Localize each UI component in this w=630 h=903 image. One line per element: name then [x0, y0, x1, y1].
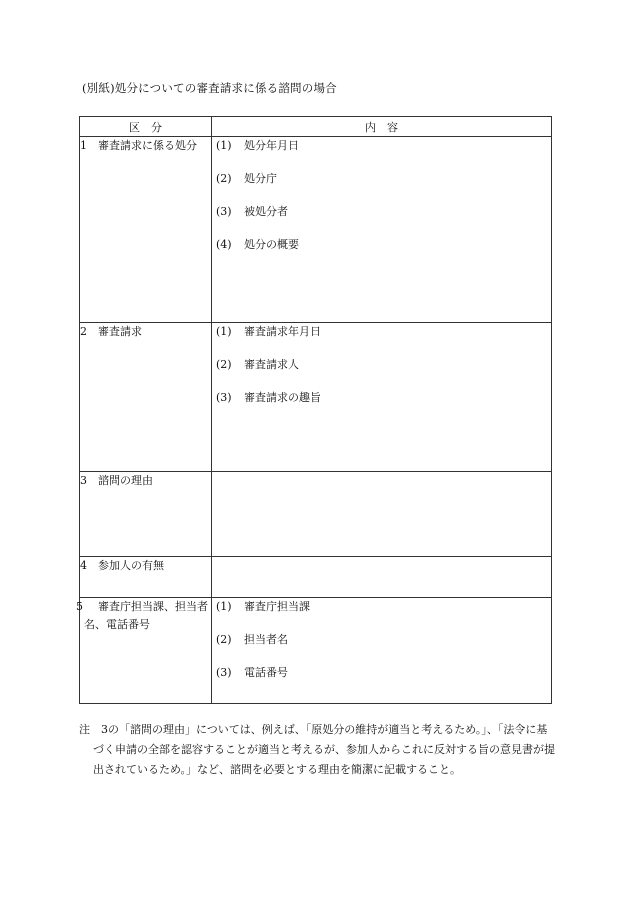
document-title: (別紙)処分についての審査請求に係る諮問の場合 [82, 81, 337, 95]
table-row [80, 137, 552, 323]
list-item [212, 631, 551, 647]
footnote-text: 注 3の「諮問の理由」については、例えば、「原処分の維持が適当と考えるため。」、「法令に基づく申請の全部を認容することが適当と考えるが、参加人からこれに反対する旨の意見書が提出されているため。」など、諮問を必要とする理由を簡潔に記載すること。 [79, 723, 555, 776]
item-text: 審査請求の趣旨 [244, 391, 321, 404]
item-text: 審査請求人 [244, 358, 299, 371]
list-item [212, 323, 551, 339]
item-marker: (4) [216, 238, 232, 251]
row-label-cell [80, 557, 212, 598]
row-content-cell [212, 323, 552, 472]
row-content-cell [212, 557, 552, 598]
row-label-cell [80, 137, 212, 323]
item-marker: (3) [216, 666, 232, 679]
row-label-cell [80, 472, 212, 557]
row-number: 3 [80, 474, 87, 487]
list-item [212, 203, 551, 219]
row-label: 諮問の理由 [98, 474, 153, 487]
item-text: 審査請求年月日 [244, 325, 321, 338]
list-item [212, 170, 551, 186]
row-label-wrap [76, 598, 211, 634]
row-number: 4 [80, 559, 87, 572]
inquiry-form-table [76, 116, 552, 704]
item-text: 処分年月日 [244, 139, 299, 152]
item-marker: (3) [216, 391, 232, 404]
item-text: 審査庁担当課 [244, 600, 310, 613]
row-label: 審査請求に係る処分 [98, 139, 197, 152]
footnote [79, 720, 557, 780]
row-label: 参加人の有無 [98, 559, 164, 572]
list-item [212, 664, 551, 680]
item-text: 被処分者 [244, 205, 288, 218]
list-item [212, 598, 551, 614]
item-text: 処分の概要 [244, 238, 299, 251]
item-marker: (1) [216, 139, 232, 152]
row-label-cell [76, 598, 212, 704]
list-item [212, 356, 551, 372]
item-marker: (2) [216, 358, 232, 371]
item-text: 処分庁 [244, 172, 277, 185]
row-label: 審査請求 [98, 325, 142, 338]
row-content-cell [212, 137, 552, 323]
row-label-cell [80, 323, 212, 472]
row-number: 5 [76, 600, 83, 613]
item-marker: (2) [216, 172, 232, 185]
list-item [212, 137, 551, 153]
table-row [80, 472, 552, 557]
table-row [80, 323, 552, 472]
table-header-row [80, 117, 552, 137]
list-item [212, 236, 551, 252]
list-item [212, 389, 551, 405]
item-marker: (1) [216, 600, 232, 613]
row-content-cell [212, 598, 552, 704]
table-row [80, 557, 552, 598]
item-text: 担当者名 [244, 633, 288, 646]
row-number: 1 [80, 139, 87, 152]
item-text: 電話番号 [244, 666, 288, 679]
header-category: 区 分 [80, 117, 212, 137]
item-marker: (3) [216, 205, 232, 218]
item-marker: (1) [216, 325, 232, 338]
header-content: 内 容 [212, 117, 552, 137]
row-label: 審査庁担当課、担当者名、電話番号 [84, 600, 208, 631]
table-row [80, 598, 552, 704]
item-marker: (2) [216, 633, 232, 646]
row-number: 2 [80, 325, 87, 338]
row-content-cell [212, 472, 552, 557]
